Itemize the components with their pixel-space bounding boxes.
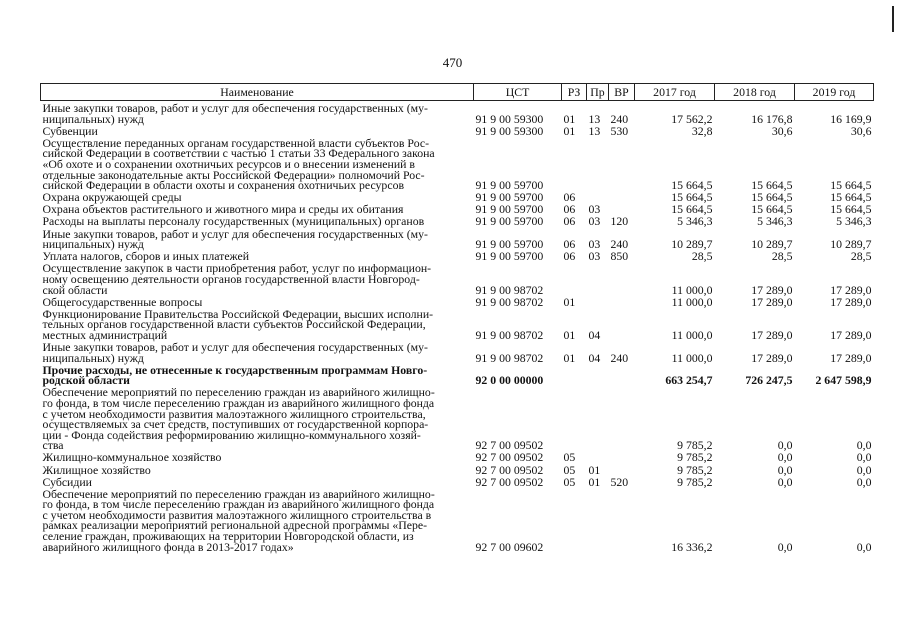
row-name: [41, 486, 474, 554]
row-name-line: Обеспечение мероприятий по переселению граждан из аварийного жилищно-: [42, 385, 435, 400]
cell-y2017: 9 785,2: [677, 450, 713, 465]
cell-vr: [609, 452, 635, 464]
cell-vr: 520: [610, 474, 629, 489]
row-name: [41, 101, 474, 126]
cell-cst: 92 7 00 09502: [475, 474, 544, 489]
cell-cst: 91 9 00 98702: [475, 282, 544, 297]
column-header-rz: РЗ: [562, 84, 587, 101]
cell-y2018: 17 289,0: [751, 327, 793, 342]
cell-y2017: 11 000,0: [671, 350, 713, 365]
cell-y2019: 15 664,5: [830, 190, 872, 205]
cell-pr: 04: [588, 350, 601, 365]
row-name-line: ства: [42, 438, 64, 453]
cell-y2018: 0,0: [777, 474, 793, 489]
row-name-line: Субсидии: [42, 474, 92, 489]
row-name-line: Охрана окружающей среды: [42, 190, 182, 205]
cell-vr: [609, 365, 635, 388]
cell-cst: 91 9 00 59700: [475, 190, 544, 205]
cell-y2017: 11 000,0: [671, 327, 713, 342]
row-name-line: Осуществление переданных органам государственной власти субъектов Рос-: [42, 135, 430, 150]
row-name-line: Осуществление закупок в части приобретения работ, услуг по информацион-: [42, 261, 432, 276]
cell-pr: 03: [588, 249, 601, 264]
row-name-line: осуществляемых за счет средств, поступивших от государственной корпора-: [42, 417, 429, 432]
cell-cst: 91 9 00 59700: [475, 249, 544, 264]
table-row: [41, 229, 874, 252]
cell-cst: 91 9 00 59700: [475, 214, 544, 229]
cell-y2019: 0,0: [856, 462, 872, 477]
cell-rz: 05: [563, 450, 576, 465]
cell-y2018: 15 664,5: [751, 190, 793, 205]
cell-rz: 06: [563, 202, 576, 217]
row-name-line: отдельные законодательные акты Российской Федерации» полномочий Рос-: [42, 167, 425, 182]
cell-y2018: 17 289,0: [751, 350, 793, 365]
cell-cst: 91 9 00 59700: [475, 237, 544, 252]
row-name-line: го фонда, в том числе переселению граждан из аварийного жилищного фонда: [42, 395, 435, 410]
row-name-line: Уплата налогов, сборов и иных платежей: [42, 249, 250, 264]
cell-vr: 240: [610, 350, 629, 365]
row-name-line: Охрана объектов растительного и животного мира и среды их обитания: [42, 202, 404, 217]
cell-y2018: 0,0: [777, 462, 793, 477]
row-name: [41, 387, 474, 452]
table-row: [41, 465, 874, 477]
cell-pr: 03: [588, 214, 601, 229]
column-header-name: Наименование: [41, 84, 474, 101]
cell-rz: 01: [563, 327, 576, 342]
cell-y2019: 2 647 598,9: [815, 373, 872, 388]
cell-y2018: 16 176,8: [751, 111, 793, 126]
row-name-line: с учетом необходимости развития малоэтажного жилищного строительства в: [42, 507, 432, 522]
row-name-line: Расходы на выплаты персоналу государственных (муниципальных) органов: [42, 214, 425, 229]
table-row: [41, 342, 874, 365]
cell-y2019: 17 289,0: [830, 282, 872, 297]
cell-vr: [609, 387, 635, 452]
row-name: [41, 306, 474, 342]
row-name-line: рамках реализации мероприятий региональной адресной программы «Пере-: [42, 518, 428, 533]
row-name-line: селение граждан, проживающих на территории Новгородской области, из: [42, 529, 414, 544]
row-name: [41, 339, 474, 365]
cell-y2017: 9 785,2: [677, 438, 713, 453]
cell-y2019: 16 169,9: [830, 111, 872, 126]
cell-y2019: 5 346,3: [836, 214, 872, 229]
cell-cst: 92 7 00 09502: [475, 450, 544, 465]
cell-y2019: 17 289,0: [830, 327, 872, 342]
cell-rz: [562, 489, 587, 554]
cell-y2017: 15 664,5: [671, 202, 713, 217]
cell-y2019: 30,6: [850, 123, 872, 138]
cell-pr: [587, 297, 609, 309]
cell-pr: 01: [588, 474, 601, 489]
cell-vr: [609, 309, 635, 342]
table-row: [41, 138, 874, 192]
cell-y2019: 0,0: [856, 474, 872, 489]
row-name-line: го фонда, в том числе переселению граждан из аварийного жилищного фонда: [42, 497, 435, 512]
cell-vr: [609, 263, 635, 296]
row-name: [41, 135, 474, 193]
cell-y2018: 28,5: [771, 249, 793, 264]
cell-rz: 01: [563, 111, 576, 126]
cell-cst: 91 9 00 59700: [475, 202, 544, 217]
cell-cst: 92 7 00 09602: [475, 539, 544, 554]
row-name-line: Функционирование Правительства Российской Федерации, высших исполни-: [42, 306, 434, 321]
column-header-vr: ВР: [609, 84, 635, 101]
cell-vr: [609, 297, 635, 309]
cell-rz: [562, 138, 587, 192]
cell-rz: 01: [563, 350, 576, 365]
cell-rz: [562, 365, 587, 388]
cell-y2018: 5 346,3: [757, 214, 793, 229]
cell-y2018: 0,0: [777, 450, 793, 465]
cell-y2018: 10 289,7: [751, 237, 793, 252]
cell-cst: 92 7 00 09502: [475, 462, 544, 477]
row-name-line: Обеспечение мероприятий по переселению граждан из аварийного жилищно-: [42, 486, 435, 501]
cell-rz: 01: [563, 123, 576, 138]
column-header-2017: 2017 год: [635, 84, 715, 101]
scan-edge-mark: [892, 6, 894, 32]
row-name: [41, 462, 474, 477]
row-name: [41, 263, 474, 296]
cell-rz: 06: [563, 190, 576, 205]
cell-vr: [609, 489, 635, 554]
cell-pr: [587, 138, 609, 192]
cell-vr: 530: [610, 123, 629, 138]
table-row: [41, 309, 874, 342]
cell-pr: [587, 489, 609, 554]
cell-y2017: 32,8: [691, 123, 713, 138]
cell-y2019: 17 289,0: [830, 294, 872, 309]
table-row: [41, 365, 874, 388]
table-row: [41, 452, 874, 464]
cell-cst: 91 9 00 98702: [475, 350, 544, 365]
table-body: [41, 101, 874, 554]
cell-y2017: 10 289,7: [671, 237, 713, 252]
page-number: 470: [442, 55, 463, 70]
cell-y2017: 9 785,2: [677, 474, 713, 489]
cell-rz: 06: [563, 214, 576, 229]
row-name-line: ному освещению деятельности органов государственной власти Новгород-: [42, 271, 420, 286]
row-name-line: ниципальных) нужд: [42, 350, 144, 365]
column-header-2019: 2019 год: [795, 84, 874, 101]
row-name-line: родской области: [42, 373, 130, 388]
cell-y2017: 15 664,5: [671, 190, 713, 205]
cell-cst: 92 0 00 00000: [475, 373, 544, 388]
cell-cst: 91 9 00 59700: [475, 178, 544, 193]
cell-y2019: 28,5: [850, 249, 872, 264]
row-name-line: ниципальных) нужд: [42, 237, 144, 252]
row-name-line: Иные закупки товаров, работ и услуг для обеспечения государственных (му-: [42, 226, 428, 241]
cell-y2017: 28,5: [691, 249, 713, 264]
cell-y2019: 15 664,5: [830, 202, 872, 217]
row-name-line: ции - Фонда содействия реформированию жилищно-коммунального хозяй-: [42, 427, 421, 442]
cell-y2018: 15 664,5: [751, 178, 793, 193]
cell-y2017: 9 785,2: [677, 462, 713, 477]
cell-y2017: 11 000,0: [671, 294, 713, 309]
cell-rz: 05: [563, 474, 576, 489]
cell-y2017: 11 000,0: [671, 282, 713, 297]
cell-vr: [609, 192, 635, 204]
cell-pr: [587, 387, 609, 452]
cell-y2018: 726 247,5: [745, 373, 793, 388]
row-name-line: тельных органов государственной власти субъектов Российской Федерации,: [42, 317, 426, 332]
cell-y2018: 15 664,5: [751, 202, 793, 217]
cell-vr: 240: [610, 111, 629, 126]
cell-pr: 04: [588, 327, 601, 342]
cell-rz: [562, 387, 587, 452]
row-name-line: Иные закупки товаров, работ и услуг для обеспечения государственных (му-: [42, 339, 428, 354]
row-name: [41, 362, 474, 388]
cell-y2017: 5 346,3: [677, 214, 713, 229]
table-row: [41, 263, 874, 296]
cell-y2019: 0,0: [856, 438, 872, 453]
row-name-line: Прочие расходы, не отнесенные к государственным программам Новго-: [42, 362, 428, 377]
row-name-line: местных администраций: [42, 327, 168, 342]
cell-rz: 06: [563, 237, 576, 252]
cell-cst: 91 9 00 98702: [475, 327, 544, 342]
cell-y2018: 30,6: [771, 123, 793, 138]
cell-pr: 01: [588, 462, 601, 477]
cell-rz: 06: [563, 249, 576, 264]
cell-y2018: 17 289,0: [751, 282, 793, 297]
cell-y2018: 0,0: [777, 539, 793, 554]
row-name: [41, 226, 474, 252]
table-row: [41, 387, 874, 452]
table-row: [41, 489, 874, 554]
row-name-line: Общегосударственные вопросы: [42, 294, 203, 309]
column-header-cst: ЦСТ: [474, 84, 562, 101]
cell-rz: [562, 263, 587, 296]
cell-vr: 120: [610, 214, 629, 229]
row-name-line: сийской Федерации в области охоты и сохранения охотничьих ресурсов: [42, 178, 405, 193]
cell-y2017: 16 336,2: [671, 539, 713, 554]
cell-pr: 13: [588, 123, 601, 138]
cell-vr: 240: [610, 237, 629, 252]
cell-vr: 850: [610, 249, 629, 264]
cell-y2018: 17 289,0: [751, 294, 793, 309]
cell-y2017: 15 664,5: [671, 178, 713, 193]
cell-y2017: 663 254,7: [665, 373, 713, 388]
cell-rz: 05: [563, 462, 576, 477]
budget-table: [40, 83, 874, 554]
cell-pr: [587, 365, 609, 388]
cell-y2018: 0,0: [777, 438, 793, 453]
cell-cst: 92 7 00 09502: [475, 438, 544, 453]
cell-rz: 01: [563, 294, 576, 309]
row-name-line: Иные закупки товаров, работ и услуг для обеспечения государственных (му-: [42, 101, 428, 115]
table-header-row: [41, 84, 874, 101]
cell-y2019: 17 289,0: [830, 350, 872, 365]
cell-pr: 13: [588, 111, 601, 126]
cell-y2019: 0,0: [856, 450, 872, 465]
cell-pr: 03: [588, 202, 601, 217]
row-name-line: ниципальных) нужд: [42, 111, 144, 126]
cell-y2017: 17 562,2: [671, 111, 713, 126]
cell-y2019: 10 289,7: [830, 237, 872, 252]
cell-cst: 91 9 00 59300: [475, 111, 544, 126]
table-row: [41, 101, 874, 126]
cell-cst: 91 9 00 98702: [475, 294, 544, 309]
row-name-line: аварийного жилищного фонда в 2013-2017 годах»: [42, 539, 294, 554]
column-header-2018: 2018 год: [715, 84, 795, 101]
row-name-line: «Об охоте и о сохранении охотничьих ресурсов и о внесении изменений в: [42, 156, 415, 171]
column-header-pr: Пр: [587, 84, 609, 101]
cell-vr: [609, 138, 635, 192]
cell-y2019: 15 664,5: [830, 178, 872, 193]
row-name-line: Субвенции: [42, 123, 98, 138]
row-name-line: Жилищно-коммунальное хозяйство: [42, 450, 222, 465]
row-name-line: ской области: [42, 282, 108, 297]
row-name-line: Жилищное хозяйство: [42, 462, 151, 477]
row-name-line: сийской Федерации в соответствии с частью 1 статьи 33 Федерального закона: [42, 146, 435, 161]
cell-y2019: 0,0: [856, 539, 872, 554]
cell-pr: 03: [588, 237, 601, 252]
cell-cst: 91 9 00 59300: [475, 123, 544, 138]
cell-pr: [587, 263, 609, 296]
row-name-line: с учетом необходимости развития малоэтажного жилищного строительства,: [42, 406, 426, 421]
